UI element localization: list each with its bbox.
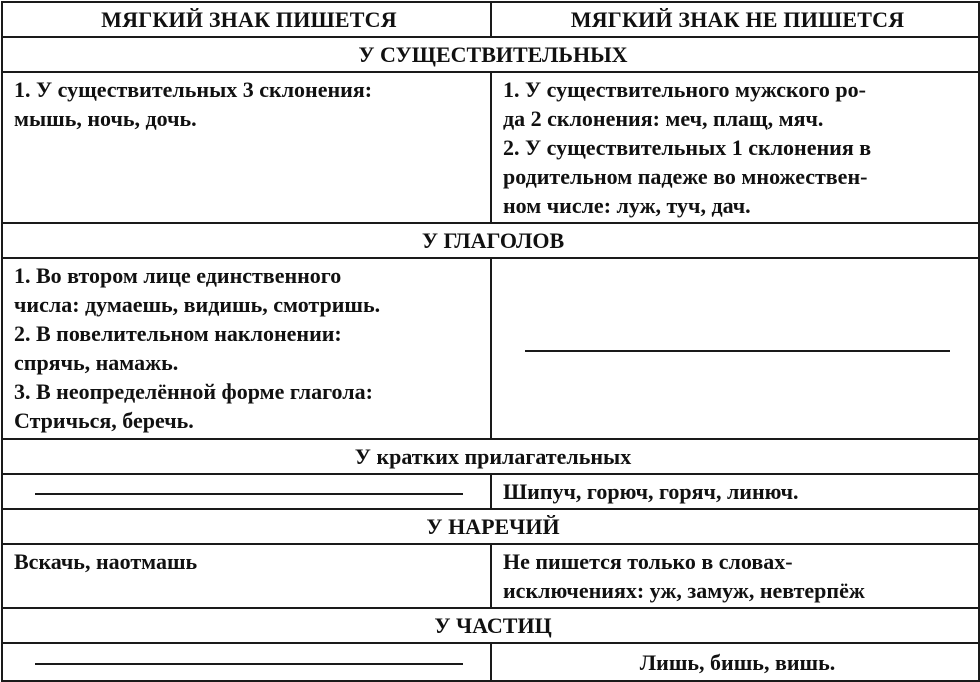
nouns-right-line: 2. У существительных 1 склонения в [503, 135, 872, 160]
section-title-particles: У ЧАСТИЦ [2, 608, 979, 643]
section-title-nouns: У СУЩЕСТВИТЕЛЬНЫХ [2, 37, 979, 72]
short-adjectives-right-cell: Шипуч, горюч, горяч, линюч. [491, 474, 979, 509]
header-right: МЯГКИЙ ЗНАК НЕ ПИШЕТСЯ [491, 2, 979, 37]
empty-dash-line [35, 493, 463, 495]
nouns-left-line: мышь, ночь, дочь. [14, 106, 197, 131]
section-row-particles [2, 608, 979, 643]
soft-sign-rules-table [1, 1, 980, 682]
section-row-verbs [2, 223, 979, 258]
empty-dash-line [525, 350, 950, 352]
adverbs-right-line: Не пишется только в словах- [503, 549, 793, 574]
section-row-nouns [2, 37, 979, 72]
section-row-adverbs [2, 509, 979, 544]
section-title-adverbs: У НАРЕЧИЙ [2, 509, 979, 544]
particles-right-cell: Лишь, бишь, вишь. [491, 643, 979, 681]
verbs-left-line: 1. Во втором лице единственного [14, 263, 342, 288]
content-row-particles [2, 643, 979, 681]
content-row-short-adjectives [2, 474, 979, 509]
adverbs-right-cell [491, 544, 979, 608]
header-left: МЯГКИЙ ЗНАК ПИШЕТСЯ [2, 2, 491, 37]
verbs-left-line: Стричься, беречь. [14, 408, 194, 433]
adverbs-left-cell: Вскачь, наотмашь [2, 544, 491, 608]
nouns-right-line: 1. У существительного мужского ро- [503, 77, 866, 102]
nouns-right-line: ном числе: луж, туч, дач. [503, 193, 751, 218]
content-row-adverbs [2, 544, 979, 608]
short-adjectives-left-cell [2, 474, 491, 509]
verbs-left-line: спрячь, намажь. [14, 350, 179, 375]
nouns-left-line: 1. У существительных 3 склонения: [14, 77, 373, 102]
section-title-short-adjectives: У кратких прилагательных [2, 439, 979, 474]
adverbs-right-line: исключениях: уж, замуж, невтерпёж [503, 578, 865, 603]
verbs-left-line: 2. В повелительном наклонении: [14, 321, 342, 346]
content-row-verbs [2, 258, 979, 439]
nouns-left-cell [2, 72, 491, 223]
empty-dash-line [35, 663, 463, 665]
nouns-right-line: родительном падеже во множествен- [503, 164, 868, 189]
verbs-left-cell [2, 258, 491, 439]
verbs-left-line: числа: думаешь, видишь, смотришь. [14, 292, 381, 317]
nouns-right-line: да 2 склонения: меч, плащ, мяч. [503, 106, 824, 131]
header-row [2, 2, 979, 37]
section-title-verbs: У ГЛАГОЛОВ [2, 223, 979, 258]
section-row-short-adjectives [2, 439, 979, 474]
verbs-left-line: 3. В неопределённой форме глагола: [14, 379, 373, 404]
verbs-right-cell [491, 258, 979, 439]
nouns-right-cell [491, 72, 979, 223]
content-row-nouns [2, 72, 979, 223]
particles-left-cell [2, 643, 491, 681]
